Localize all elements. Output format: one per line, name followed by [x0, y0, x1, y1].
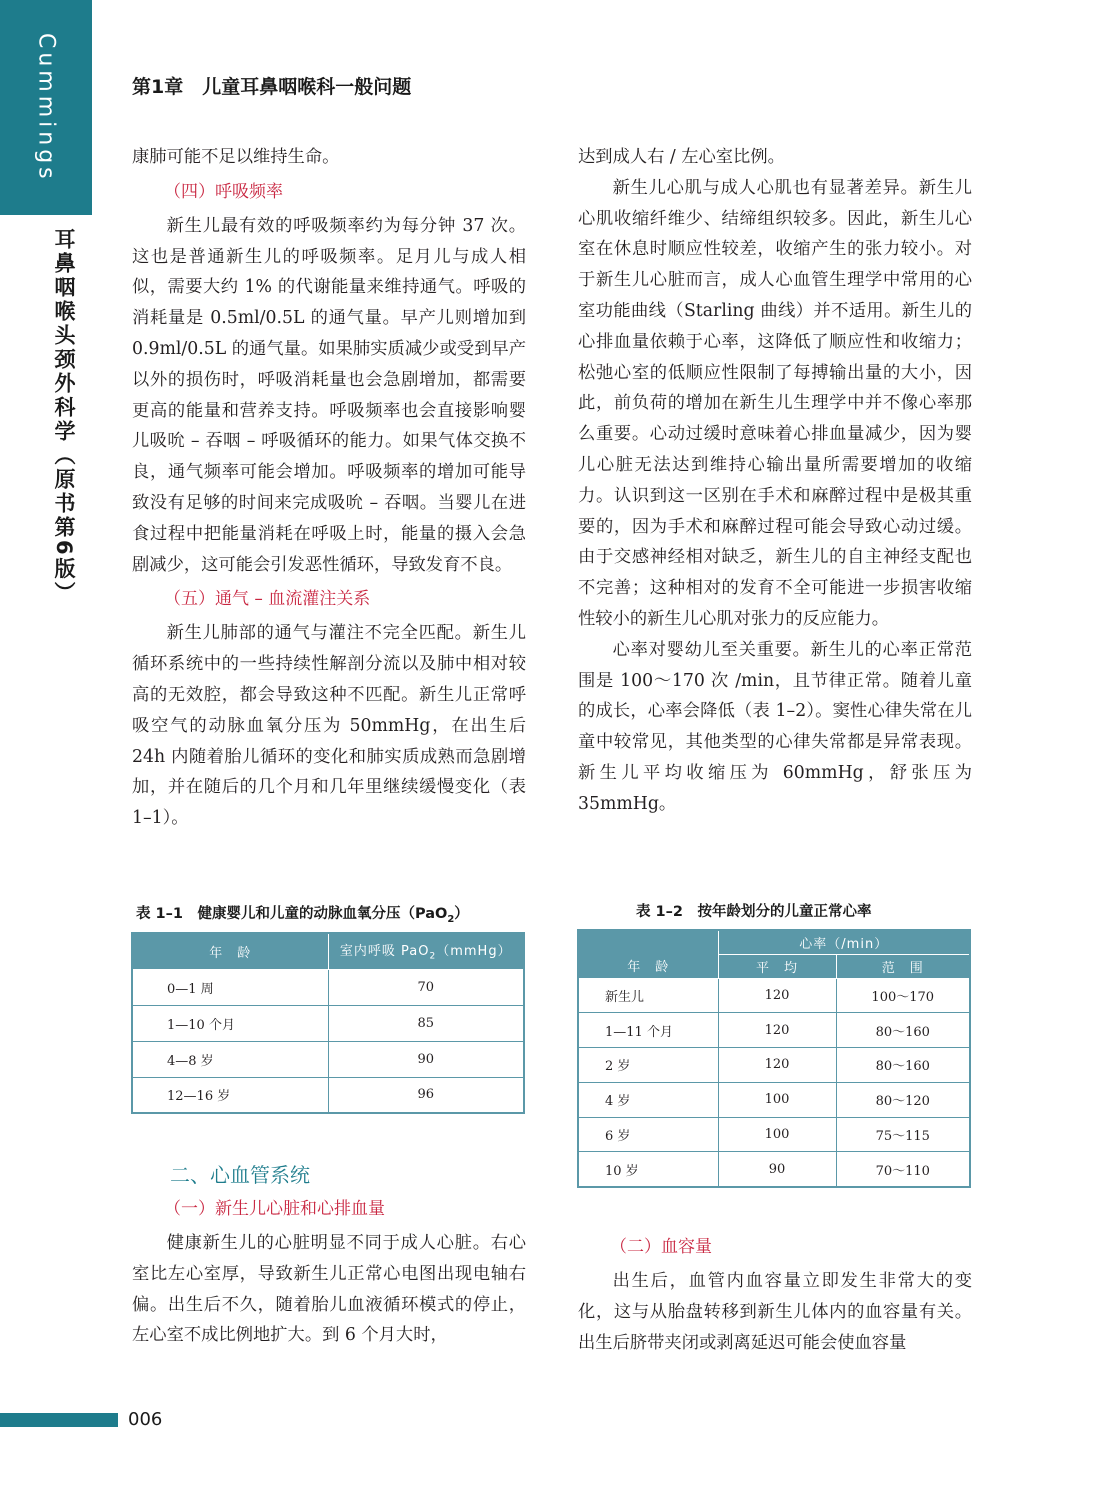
table1-cell-value: 70 — [328, 969, 524, 1005]
table1-cell-value: 85 — [328, 1005, 524, 1041]
heading-respiratory-rate: （四）呼吸频率 — [164, 181, 283, 202]
table-row — [578, 1082, 970, 1117]
table2-cell-mean: 90 — [718, 1152, 836, 1187]
table-row — [132, 969, 524, 1005]
paragraph-heart-rate: 心率对婴幼儿至关重要。新生儿的心率正常范围是 100～170 次 /min，且节律正常。随着儿童的成长，心率会降低（表 1–2）。窦性心律失常在儿童中较常见，其他类型的心律失常都是异常表现。新生儿平均收缩压为 60mmHg，舒张压为 35mmHg。 — [578, 639, 972, 814]
paragraph-myocardium: 新生儿心肌与成人心肌也有显著差异。新生儿心肌收缩纤维少、结缔组织较多。因此，新生儿心室在休息时顺应性较差，收缩产生的张力较小。对于新生儿心脏而言，成人心血管生理学中常用的心室功能曲线（Starling 曲线）并不适用。新生儿的心排血量依赖于心率，这降低了顺应性和收缩力；松弛心室的低顺应性限制了每搏输出量的大小，因此，前负荷的增加在新生儿生理学中并不像心率那么重要。心动过缓时意味着心排血量减少，因为婴儿心脏无法达到维持心输出量所需要增加的收缩力。认识到这一区别在手术和麻醉过程中是极其重要的，因为手术和麻醉过程可能会导致心动过缓。由于交感神经相对缺乏，新生儿的自主神经支配也不完善；这种相对的发育不全可能进一步损害收缩性较小的新生儿心肌对张力的反应能力。 — [578, 177, 972, 629]
brand-text: Cummings — [33, 32, 59, 183]
table2-cell-mean: 120 — [718, 978, 836, 1013]
paragraph-continuation: 达到成人右 / 左心室比例。 — [578, 147, 785, 167]
table-row — [578, 1152, 970, 1187]
footer-color-bar — [0, 1413, 118, 1427]
table2-cell-age: 6 岁 — [578, 1117, 718, 1152]
left-column-lower — [132, 1160, 526, 1351]
table2-cell-age: 10 岁 — [578, 1152, 718, 1187]
table2-cell-age: 新生儿 — [578, 978, 718, 1013]
table1-header-age: 年 龄 — [132, 933, 328, 969]
table1-cell-value: 90 — [328, 1041, 524, 1077]
table1-header-pao2: 室内呼吸 PaO$_2$（mmHg） — [328, 933, 524, 969]
table-row — [132, 1005, 524, 1041]
left-column — [132, 142, 526, 834]
table2-cell-range: 100～170 — [836, 978, 970, 1013]
table1-caption: 表 1–1 健康婴儿和儿童的动脉血氧分压（PaO$_2$） — [136, 906, 469, 925]
table2-cell-age: 4 岁 — [578, 1082, 718, 1117]
table2-header-range: 范 围 — [836, 954, 970, 978]
table1-cell-age: 12—16 岁 — [132, 1077, 328, 1113]
right-column — [578, 142, 972, 820]
table2-cell-mean: 120 — [718, 1048, 836, 1083]
heading-cardiovascular: 二、心血管系统 — [170, 1163, 310, 1187]
heading-ventilation-perfusion: （五）通气 – 血流灌注关系 — [164, 589, 371, 610]
chapter-title: 第1章 儿童耳鼻咽喉科一般问题 — [132, 76, 412, 98]
table2-cell-mean: 100 — [718, 1117, 836, 1152]
table-row — [578, 1117, 970, 1152]
paragraph-respiratory-rate: 新生儿最有效的呼吸频率约为每分钟 37 次。这也是普通新生儿的呼吸频率。足月儿与成人相似，需要大约 1% 的代谢能量来维持通气。呼吸的消耗量是 0.5ml/0.5L 的通气量。早产儿则增加到 0.9ml/0.5L 的通气量。如果肺实质减少或受到早产以外的损伤时，呼吸消耗量也会急剧增加，都需要更高的能量和营养支持。呼吸频率也会直接影响婴儿吸吮 – 吞咽 – 呼吸循环的能力。如果气体交换不良，通气频率可能会增加。呼吸频率的增加可能导致没有足够的时间来完成吸吮 – 吞咽。当婴儿在进食过程中把能量消耗在呼吸上时，能量的摄入会急剧减少，这可能会引发恶性循环，导致发育不良。 — [132, 215, 526, 575]
paragraph-blood-volume: 出生后，血管内血容量立即发生非常大的变化，这与从胎盘转移到新生儿体内的血容量有关。出生后脐带夹闭或剥离延迟可能会使血容量 — [578, 1271, 972, 1353]
table-row — [578, 978, 970, 1013]
paragraph-neonatal-heart: 健康新生儿的心脏明显不同于成人心脏。右心室比左心室厚，导致新生儿正常心电图出现电轴右偏。出生后不久，随着胎儿血液循环模式的停止，左心室不成比例地扩大。到 6 个月大时， — [132, 1233, 526, 1346]
table2-caption: 表 1–2 按年龄划分的儿童正常心率 — [636, 904, 872, 920]
heading-neonatal-heart: （一）新生儿心脏和心排血量 — [164, 1199, 385, 1219]
table2-cell-age: 2 岁 — [578, 1048, 718, 1083]
brand-label — [0, 0, 92, 215]
table1-cell-value: 96 — [328, 1077, 524, 1113]
table2-cell-range: 75～115 — [836, 1117, 970, 1152]
heading-blood-volume: （二）血容量 — [610, 1237, 712, 1257]
table2-cell-range: 70～110 — [836, 1152, 970, 1187]
table2-heart-rate — [577, 929, 971, 1188]
paragraph-ventilation-perfusion: 新生儿肺部的通气与灌注不完全匹配。新生儿循环系统中的一些持续性解剖分流以及肺中相对较高的无效腔，都会导致这种不匹配。新生儿正常呼吸空气的动脉血氧分压为 50mmHg，在出生后 24h 内随着胎儿循环的变化和肺实质成熟而急剧增加，并在随后的几个月和几年里继续缓慢变化（表 1–1）。 — [132, 623, 526, 829]
table2-header-age: 年 龄 — [578, 930, 718, 978]
page-number: 006 — [128, 1409, 163, 1430]
table2-cell-range: 80～160 — [836, 1048, 970, 1083]
table1-cell-age: 0—1 周 — [132, 969, 328, 1005]
table2-cell-mean: 120 — [718, 1013, 836, 1048]
table2-cell-age: 1—11 个月 — [578, 1013, 718, 1048]
table1-cell-age: 4—8 岁 — [132, 1041, 328, 1077]
table1-pao2 — [131, 932, 525, 1114]
table2-cell-range: 80～160 — [836, 1013, 970, 1048]
table-row — [578, 1048, 970, 1083]
table2-cell-mean: 100 — [718, 1082, 836, 1117]
table2-header-mean: 平 均 — [718, 954, 836, 978]
table-row — [578, 1013, 970, 1048]
paragraph-intro: 康肺可能不足以维持生命。 — [132, 147, 340, 167]
table2-header-group: 心率（/min） — [718, 930, 970, 954]
right-column-lower — [578, 1228, 972, 1358]
table1-cell-age: 1—10 个月 — [132, 1005, 328, 1041]
table-row — [132, 1041, 524, 1077]
table2-cell-range: 80～120 — [836, 1082, 970, 1117]
book-series-title: 耳鼻咽喉头颈外科学（原书第6版） — [52, 228, 76, 606]
table-row — [132, 1077, 524, 1113]
